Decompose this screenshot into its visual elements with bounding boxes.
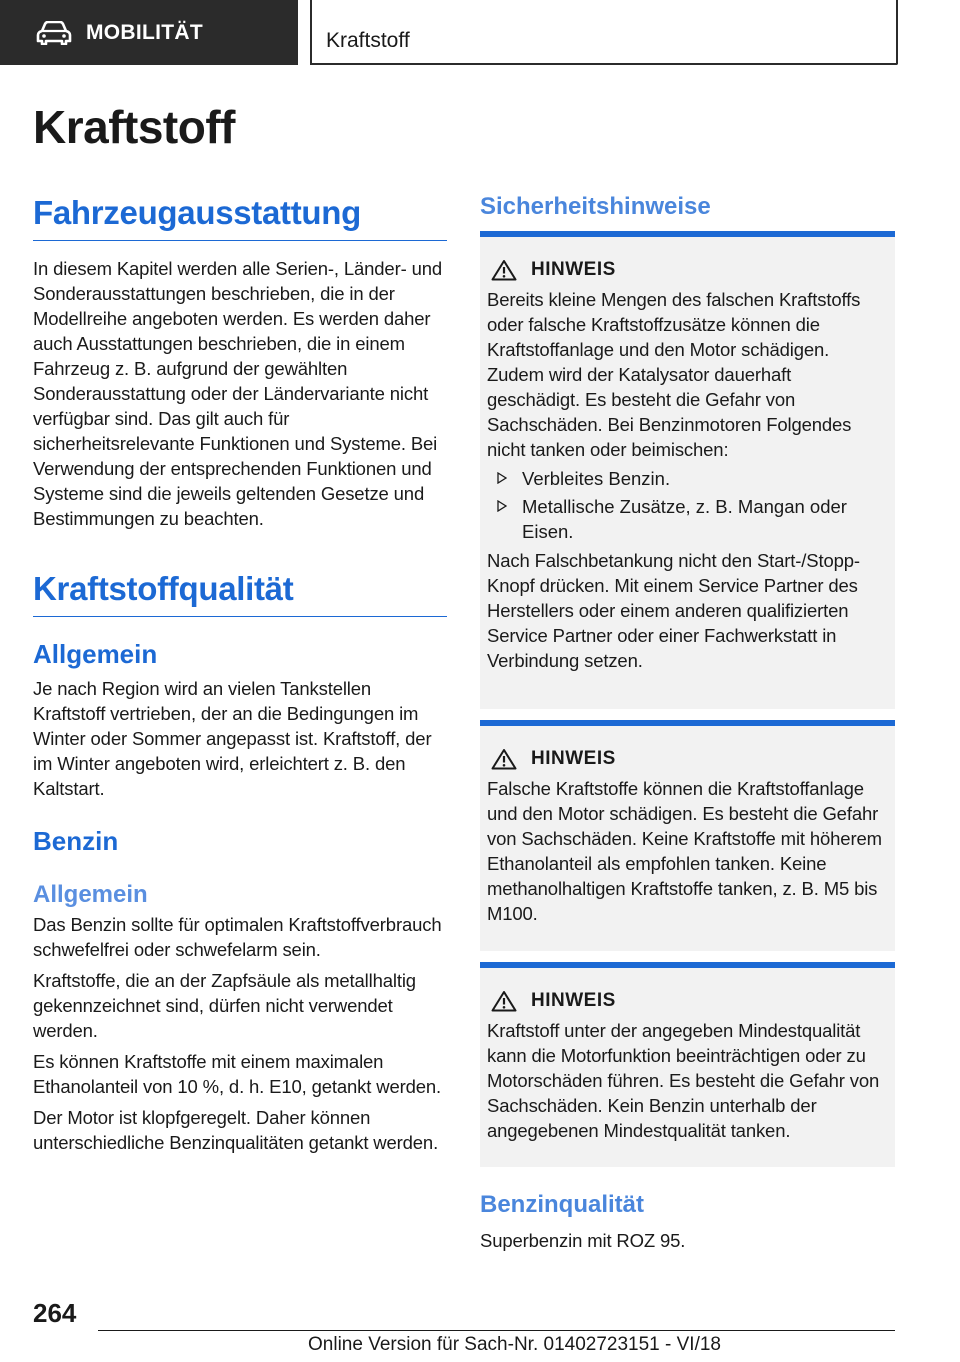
section-tab	[0, 0, 298, 65]
breadcrumb-label: Kraftstoff	[326, 29, 410, 52]
note-text-after: Nach Falschbetankung nicht den Start-/Stopp-Knopf drücken. Mit einem Service Partner des Herstellers oder einem anderen qualifizierten Service Partner oder einer Fachwerkstatt in Verbindung setzen.	[487, 550, 860, 671]
heading-allgemein: Allgemein	[33, 639, 158, 669]
heading-kraftstoffqualitaet: Kraftstoffqualität	[33, 570, 447, 617]
note-title: HINWEIS	[531, 990, 616, 1011]
bullet-list	[487, 466, 887, 544]
heading-benzinqualitaet: Benzinqualität	[480, 1191, 645, 1218]
note-text: Kraftstoff unter der angegeben Mindestqualität kann die Motorfunktion beeinträchtigen oder zu Motorschäden führen. Es besteht die Gefahr von Sachschäden. Kein Benzin unterhalb der angegebenen Mindestqualität tanken.	[487, 1020, 880, 1141]
heading-fahrzeugausstattung: Fahrzeugausstattung	[33, 194, 447, 241]
footer-divider	[98, 1330, 895, 1331]
footer-version-text: Online Version für Sach-Nr. 01402723151 - VI/18	[308, 1334, 721, 1355]
triangle-bullet-icon	[497, 500, 507, 512]
section-fahrzeugausstattung	[33, 194, 447, 241]
section-label: MOBILITÄT	[86, 20, 204, 44]
note-box-1	[480, 231, 895, 709]
note-title: HINWEIS	[531, 259, 616, 280]
warning-icon	[491, 259, 517, 281]
warning-icon	[491, 748, 517, 770]
note-text: Falsche Kraftstoffe können die Kraftstoffanlage und den Motor schädigen. Es besteht die Gefahr von Sachschäden. Keine Kraftstoffe mit höherem Ethanolanteil als empfohlen tanken. Keine methanolhaltigen Kraftstoffe tanken, z. B. M5 bis M100.	[487, 778, 882, 924]
paragraph-benzin-4: Der Motor ist klopfgeregelt. Daher können unterschiedliche Benzinqualitäten getankt werden.	[33, 1107, 439, 1153]
paragraph-allgemein: Je nach Region wird an vielen Tankstellen Kraftstoff vertrieben, der an die Bedingungen im Winter oder Sommer angepasst ist. Kraftstoff, der im Winter angeboten wird, erleichtert z. B. den Kaltstart.	[33, 678, 432, 799]
paragraph-benzin-2: Kraftstoffe, die an der Zapfsäule als metallhaltig gekennzeichnet sind, dürfen nicht verwendet werden.	[33, 970, 416, 1041]
list-item: Metallische Zusätze, z. B. Mangan oder Eisen.	[487, 494, 887, 544]
paragraph-benzin-1: Das Benzin sollte für optimalen Kraftstoffverbrauch schwefelfrei oder schwefelarm sein.	[33, 914, 442, 960]
page-number: 264	[33, 1298, 77, 1328]
heading-sicherheitshinweise: Sicherheitshinweise	[480, 193, 711, 220]
heading-benzin: Benzin	[33, 826, 119, 856]
note-title: HINWEIS	[531, 748, 616, 769]
breadcrumb	[310, 0, 898, 65]
note-text: Bereits kleine Mengen des falschen Kraftstoffs oder falsche Kraftstoffzusätze können die Kraftstoffanlage und den Motor schädigen. Zudem wird der Katalysator dauerhaft geschädigt. Es besteht die Gefahr von Sachschäden. Bei Benzinmotoren Folgendes nicht tanken oder beimischen:	[487, 289, 861, 460]
triangle-bullet-icon	[497, 472, 507, 484]
note-box-3	[480, 962, 895, 1167]
heading-benzin-allgemein: Allgemein	[33, 881, 148, 908]
warning-icon	[491, 990, 517, 1012]
list-item: Verbleites Benzin.	[487, 466, 887, 491]
note-box-2	[480, 720, 895, 951]
page-title: Kraftstoff	[33, 101, 235, 153]
paragraph-benzinqualitaet: Superbenzin mit ROZ 95.	[480, 1230, 686, 1251]
car-icon	[36, 21, 72, 45]
paragraph-benzin-3: Es können Kraftstoffe mit einem maximalen Ethanolanteil von 10 %, d. h. E10, getankt werden.	[33, 1051, 442, 1097]
paragraph-fahrzeugausstattung: In diesem Kapitel werden alle Serien-, Länder- und Sonderausstattungen beschrieben, die in der Modellreihe angeboten werden. Es werden daher auch Ausstattungen beschrieben, die in einem Fahrzeug z. B. aufgrund der gewählten Sonderausstattung oder der Ländervariante nicht verfügbar sind. Das gilt auch für sicherheitsrelevante Funktionen und Systeme. Bei Verwendung der entsprechenden Funktionen und Systeme sind die jeweils geltenden Gesetze und Bestimmungen zu beachten.	[33, 258, 442, 529]
